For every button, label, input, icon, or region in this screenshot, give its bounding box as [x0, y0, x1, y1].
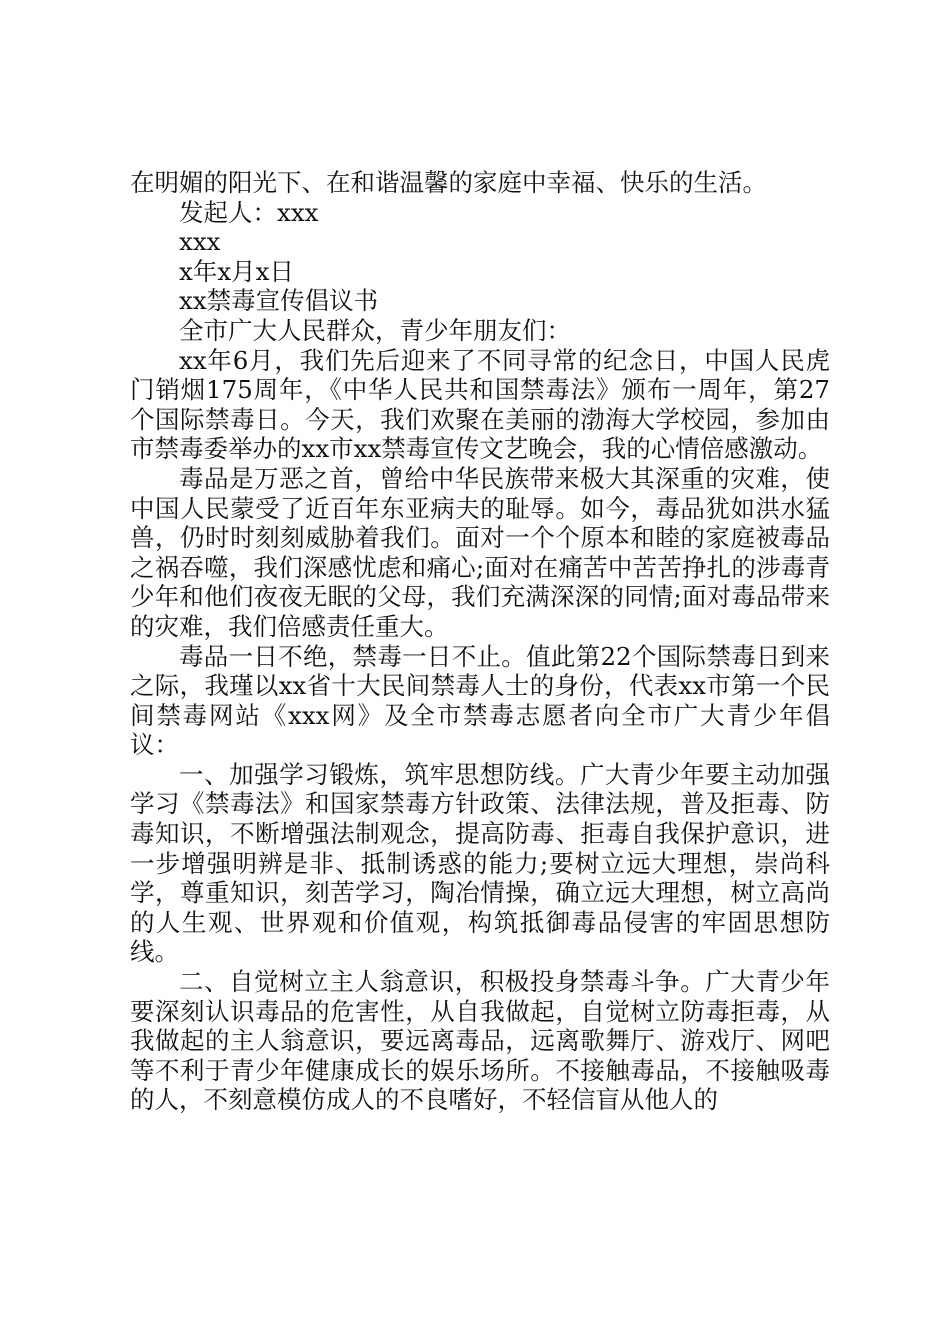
- salutation: 全市广大人民群众，青少年朋友们：: [179, 315, 571, 345]
- paragraph-proposal-intro: 毒品一日不绝，禁毒一日不止。值此第22个国际禁毒日到来之际，我瑾以xx省十大民间禁毒人士的身份，代表xx市第一个民间禁毒网站《xxx网》及全市禁毒志愿者向全市广大青少年倡议：: [130, 641, 830, 760]
- paragraph-drug-harm: 毒品是万恶之首，曾给中华民族带来极大其深重的灾难，使中国人民蒙受了近百年东亚病夫的耻辱。如今，毒品犹如洪水猛兽，仍时时刻刻威胁着我们。面对一个个原本和睦的家庭被毒品之祸吞噬，我们深感忧虑和痛心;面对在痛苦中苦苦挣扎的涉毒青少年和他们夜夜无眠的父母，我们充满深深的同情;面对毒品带来的灾难，我们倍感责任重大。: [130, 463, 830, 641]
- paragraph-closing-line: 在明媚的阳光下、在和谐温馨的家庭中幸福、快乐的生活。: [130, 168, 767, 197]
- document-body: [130, 168, 830, 1115]
- paragraph-point-two: 二、自觉树立主人翁意识，积极投身禁毒斗争。广大青少年要深刻认识毒品的危害性，从自我做起，自觉树立防毒拒毒，从我做起的主人翁意识，要远离毒品，远离歌舞厅、游戏厅、网吧等不利于青少年健康成长的娱乐场所。不接触毒品，不接触吸毒的人，不刻意模仿成人的不良嗜好，不轻信盲从他人的: [130, 967, 830, 1115]
- paragraph-initiator: 发起人：xxx: [179, 197, 319, 227]
- paragraph-point-one: 一、加强学习锻炼，筑牢思想防线。广大青少年要主动加强学习《禁毒法》和国家禁毒方针政策、法律法规，普及拒毒、防毒知识，不断增强法制观念，提高防毒、拒毒自我保护意识，进一步增强明辨是非、抵制诱惑的能力;要树立远大理想，崇尚科学，尊重知识，刻苦学习，陶冶情操，确立远大理想，树立高尚的人生观、世界观和价值观，构筑抵御毒品侵害的牢固思想防线。: [130, 759, 830, 967]
- document-title: xx禁毒宣传倡议书: [179, 286, 379, 316]
- paragraph-anniversary: xx年6月，我们先后迎来了不同寻常的纪念日，中国人民虎门销烟175周年，《中华人民共和国禁毒法》颁布一周年，第27个国际禁毒日。今天，我们欢聚在美丽的渤海大学校园，参加由市禁毒委举办的xx市xx禁毒宣传文艺晚会，我的心情倍感激动。: [130, 345, 830, 464]
- paragraph-initiator-name: xxx: [179, 227, 221, 257]
- paragraph-date: x年x月x日: [179, 256, 294, 286]
